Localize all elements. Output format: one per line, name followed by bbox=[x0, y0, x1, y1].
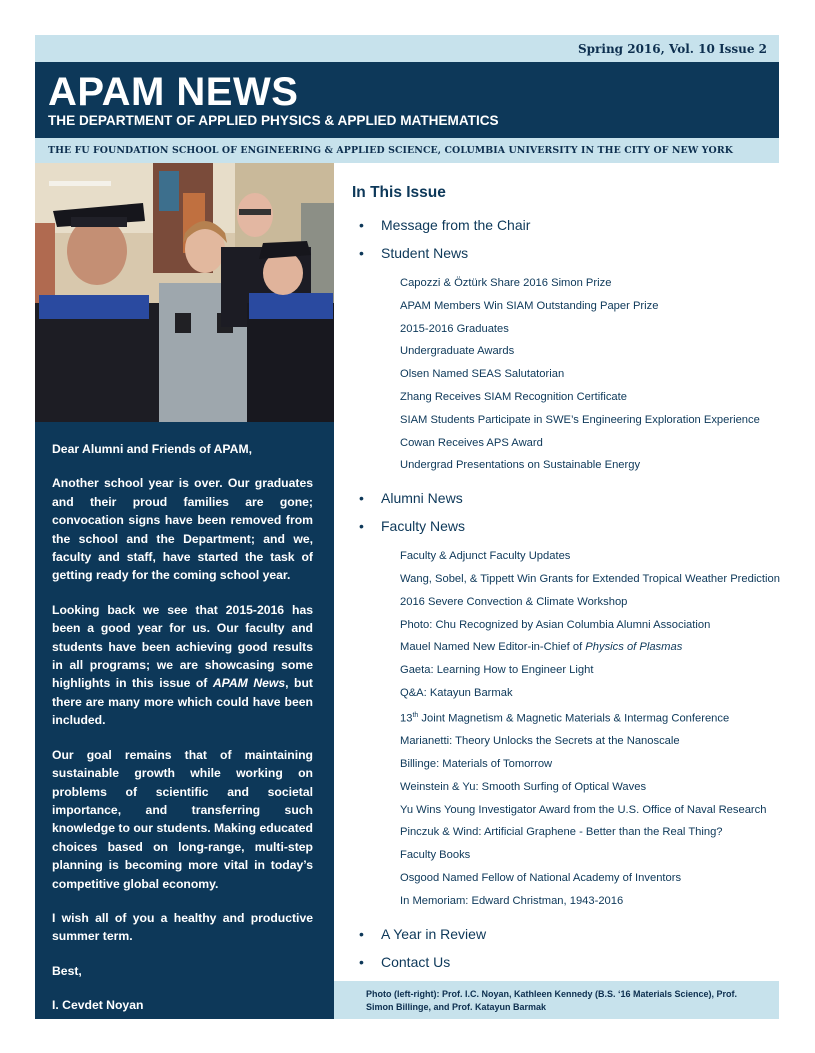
bullet-icon: • bbox=[359, 217, 364, 233]
bullet-icon: • bbox=[359, 518, 364, 535]
toc-title: In This Issue bbox=[352, 184, 446, 201]
toc-item[interactable]: Wang, Sobel, & Tippett Win Grants for Extended Tropical Weather Prediction bbox=[400, 572, 780, 585]
masthead bbox=[35, 62, 779, 138]
faculty-news-list bbox=[352, 545, 792, 912]
toc-item[interactable]: Billinge: Materials of Tomorrow bbox=[400, 758, 553, 771]
letter-greeting: Dear Alumni and Friends of APAM, bbox=[52, 442, 252, 456]
toc-item[interactable]: Yu Wins Young Investigator Award from the U.S. Office of Naval Research bbox=[400, 803, 767, 816]
toc-item[interactable]: Photo: Chu Recognized by Asian Columbia Alumni Association bbox=[400, 618, 711, 631]
toc-item[interactable]: In Memoriam: Edward Christman, 1943-2016 bbox=[400, 894, 624, 907]
toc-item[interactable]: SIAM Students Participate in SWE’s Engineering Exploration Experience bbox=[400, 413, 760, 426]
photo-caption bbox=[334, 981, 779, 1019]
letter-paragraph: Another school year is over. Our graduates and their proud families are gone; convocation signs have been removed from the school and the Department; and we, faculty and staff, have started the task of getting ready for the coming school year. bbox=[52, 476, 313, 583]
toc-item[interactable]: Undergraduate Awards bbox=[400, 345, 515, 358]
bullet-icon: • bbox=[359, 953, 364, 970]
toc-item[interactable]: Faculty & Adjunct Faculty Updates bbox=[400, 550, 571, 563]
letter-closing: Best, bbox=[52, 963, 82, 978]
toc-item[interactable]: APAM Members Win SIAM Outstanding Paper Prize bbox=[400, 299, 659, 312]
department-name: THE DEPARTMENT OF APPLIED PHYSICS & APPLIED MATHEMATICS bbox=[48, 113, 499, 128]
school-name: THE FU FOUNDATION SCHOOL OF ENGINEERING & APPLIED SCIENCE, COLUMBIA UNIVERSITY IN THE CITY OF NEW YORK bbox=[48, 145, 733, 156]
toc-section-student-news[interactable]: • Student News bbox=[359, 245, 469, 261]
letter-paragraph: Our goal remains that of maintaining sustainable growth while working on problems of scientific and societal importance, and transferring such knowledge to our students. Making educated choices based on long-range, multi-step planning is becoming more vital in today’s competitive global economy. bbox=[52, 747, 313, 891]
toc-item[interactable]: Osgood Named Fellow of National Academy of Inventors bbox=[400, 872, 682, 885]
student-news-list bbox=[352, 272, 792, 477]
bullet-icon: • bbox=[359, 490, 364, 507]
toc-item[interactable]: Zhang Receives SIAM Recognition Certificate bbox=[400, 390, 627, 403]
toc-item[interactable]: Cowan Receives APS Award bbox=[400, 436, 543, 449]
journal-name: Physics of Plasmas bbox=[585, 641, 683, 654]
toc-section-contact-us[interactable]: • Contact Us bbox=[359, 953, 451, 970]
toc-item[interactable]: 13th Joint Magnetism & Magnetic Materials & Intermag Conference bbox=[400, 711, 730, 725]
signature-name: I. Cevdet Noyan bbox=[52, 998, 144, 1013]
group-photo bbox=[35, 163, 334, 422]
caption-text: Photo (left-right): Prof. I.C. Noyan, Kathleen Kennedy (B.S. ‘16 Materials Science), Prof. Simon Billinge, and Prof. Katayun Barmak bbox=[366, 989, 738, 1012]
table-of-contents bbox=[352, 184, 792, 981]
toc-section-faculty-news[interactable]: • Faculty News bbox=[359, 518, 466, 535]
toc-item[interactable]: Olsen Named SEAS Salutatorian bbox=[400, 368, 565, 381]
letter-paragraph: Looking back we see that 2015-2016 has been a good year for us. Our faculty and students have been achieving good results in all programs; we are showcasing some highlights in this issue of APAM News, but there are many more which could have been included. bbox=[52, 602, 313, 728]
school-bar bbox=[35, 138, 779, 163]
letter-paragraph: I wish all of you a healthy and productive summer term. bbox=[52, 910, 313, 944]
toc-section-year-in-review[interactable]: • A Year in Review bbox=[359, 925, 487, 942]
toc-item[interactable]: Mauel Named New Editor-in-Chief of Physics of Plasmas bbox=[400, 641, 683, 654]
toc-item[interactable]: Gaeta: Learning How to Engineer Light bbox=[400, 664, 594, 677]
signature-role: Chair, APAM bbox=[52, 1016, 124, 1031]
chair-letter bbox=[35, 422, 334, 1031]
toc-item[interactable]: Capozzi & Öztürk Share 2016 Simon Prize bbox=[400, 277, 612, 289]
toc-item[interactable]: Pinczuk & Wind: Artificial Graphene - Better than the Real Thing? bbox=[400, 826, 723, 839]
toc-item[interactable]: 2015-2016 Graduates bbox=[400, 322, 509, 335]
top-bar bbox=[35, 35, 779, 62]
toc-item[interactable]: Weinstein & Yu: Smooth Surfing of Optical Waves bbox=[400, 780, 647, 793]
toc-item[interactable]: 2016 Severe Convection & Climate Workshop bbox=[400, 595, 628, 608]
bullet-icon: • bbox=[359, 925, 364, 942]
toc-section-chair[interactable]: • Message from the Chair bbox=[359, 217, 531, 233]
toc-item[interactable]: Faculty Books bbox=[400, 849, 471, 862]
toc-item[interactable]: Marianetti: Theory Unlocks the Secrets at the Nanoscale bbox=[400, 735, 680, 748]
toc-section-alumni-news[interactable]: • Alumni News bbox=[359, 490, 463, 507]
toc-item[interactable]: Undergrad Presentations on Sustainable Energy bbox=[400, 459, 641, 472]
newsletter-title: APAM NEWS bbox=[48, 70, 299, 114]
publication-name: APAM News bbox=[212, 676, 286, 691]
bullet-icon: • bbox=[359, 245, 364, 261]
toc-item[interactable]: Q&A: Katayun Barmak bbox=[400, 686, 513, 699]
issue-info: Spring 2016, Vol. 10 Issue 2 bbox=[578, 42, 767, 56]
